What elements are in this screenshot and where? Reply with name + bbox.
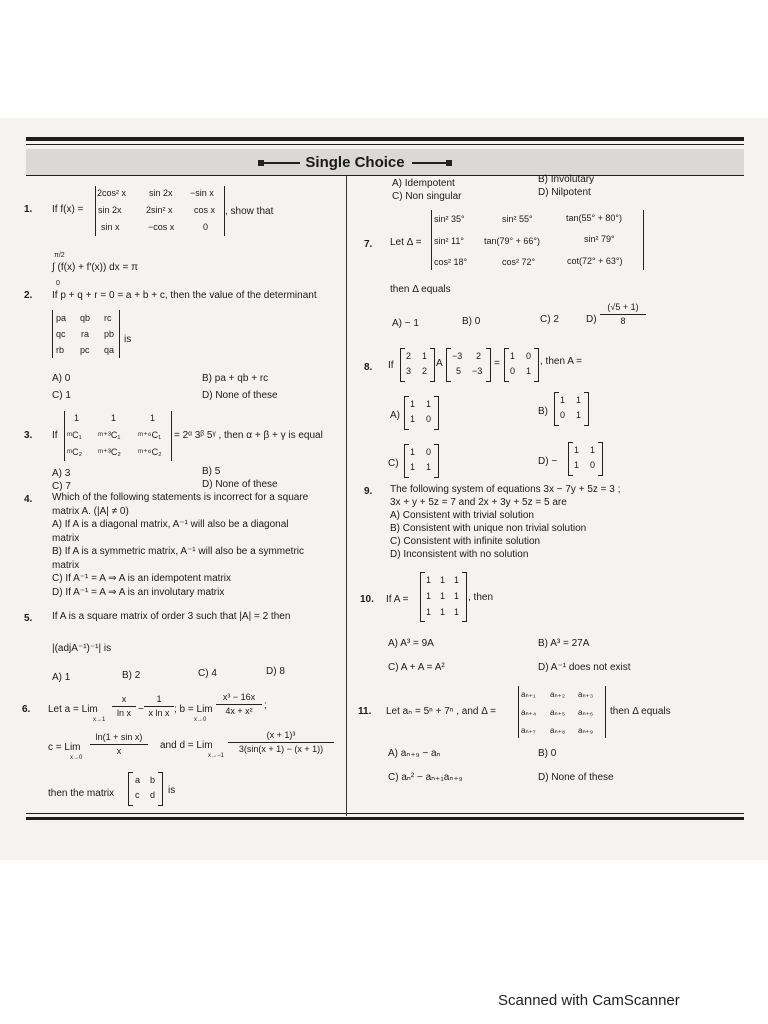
q8-cell: 1	[560, 395, 566, 405]
q8-option-a[interactable]: A)	[390, 410, 400, 421]
q7-number: 7.	[364, 239, 373, 250]
q11-cell: aₙ₊₁	[521, 690, 536, 699]
q6-and-d: and d = Lim	[160, 740, 213, 751]
q10-option-b[interactable]: B) A³ = 27A	[538, 638, 590, 649]
top-rule-thick	[26, 137, 744, 141]
q5-option-a[interactable]: A) 1	[52, 672, 71, 683]
q6-denominator: x ln x	[148, 708, 170, 718]
q10-number: 10.	[360, 594, 374, 605]
q8-b-bracket-right	[584, 392, 589, 426]
q8-m1-bracket-right	[430, 348, 435, 382]
q9-line: 3x + y + 5z = 7 and 2x + 3y + 5z = 5 are	[390, 497, 567, 508]
q8-cell: 1	[426, 399, 432, 409]
q4-number: 4.	[24, 494, 33, 505]
q6-then: then the matrix	[48, 788, 115, 799]
q4-option-d[interactable]: D) If A⁻¹ = A ⇒ A is an involutary matrix	[52, 587, 225, 598]
q7-cell: tan(55° + 80°)	[566, 213, 622, 223]
q6-lim-sub: x→0	[70, 755, 83, 761]
q4-option-c[interactable]: C) If A⁻¹ = A ⇒ A is an idempotent matrix	[52, 573, 232, 584]
q10-cell: 1	[426, 607, 432, 617]
q8-cell: 0	[590, 460, 596, 470]
q8-cell: 1	[590, 445, 596, 455]
header-line-right	[412, 162, 446, 164]
q10-cell: 1	[454, 591, 460, 601]
q8-cell: 1	[426, 462, 432, 472]
q6-cell: a	[135, 775, 141, 785]
q1-cell: 0	[203, 222, 209, 232]
q4-line: matrix	[52, 560, 80, 571]
fraction-bar	[600, 314, 646, 315]
q8-cell: 1	[410, 414, 416, 424]
q1-cell: cos x	[194, 205, 216, 215]
q6-is: is	[168, 785, 176, 796]
q3-option-d[interactable]: D) None of these	[202, 479, 278, 490]
q6-cell: b	[150, 775, 156, 785]
q2-cell: ra	[81, 329, 90, 339]
q8-m3-bracket-right	[534, 348, 539, 382]
q11-then: then Δ equals	[610, 706, 671, 717]
q2-cell: qb	[80, 313, 91, 323]
q6-numerator: x³ − 16x	[222, 692, 256, 702]
q8-cell: 1	[574, 445, 580, 455]
q9-option-b[interactable]: B) Consistent with unique non trivial solution	[390, 523, 587, 534]
q10-cell: 1	[426, 575, 432, 585]
q7-option-b[interactable]: B) 0	[462, 316, 481, 327]
q8-cell: 1	[510, 351, 516, 361]
q10-then: , then	[468, 592, 494, 603]
q11-cell: aₙ₊₅	[550, 708, 566, 717]
q7-cell: sin² 11°	[434, 236, 464, 246]
q1-prefix: If f(x) =	[52, 204, 84, 215]
q6-lim-sub: x→−1	[208, 753, 224, 759]
q2-cell: qc	[56, 329, 66, 339]
q6-cell: d	[150, 790, 156, 800]
q10-cell: 1	[440, 607, 446, 617]
q6-minus: −	[138, 704, 144, 715]
q5-number: 5.	[24, 613, 33, 624]
q8-cell: 2	[406, 351, 412, 361]
q10-bracket-right	[462, 572, 467, 622]
q4-option-a[interactable]: A) If A is a diagonal matrix, A⁻¹ will also be a diagonal	[52, 519, 289, 530]
q11-cell: aₙ₊₇	[521, 726, 536, 735]
q4-line: Which of the following statements is incorrect for a square	[52, 492, 309, 503]
q6-fraction-1	[112, 694, 136, 719]
q7-numerator: (√5 + 1)	[607, 302, 639, 312]
q11-option-a[interactable]: A) aₙ₊₉ − aₙ	[388, 748, 441, 759]
q2-cell: rb	[56, 345, 65, 355]
q6-option-b[interactable]: B) Involutary	[538, 174, 595, 185]
q8-m2-bracket-left	[446, 348, 451, 382]
fraction-bar	[228, 742, 334, 743]
q1-cell: 2sin² x	[146, 205, 173, 215]
q6-let-a: Let a = Lim	[48, 704, 98, 715]
q6-denominator: 3(sin(x + 1) − (x + 1))	[238, 744, 324, 754]
q3-cell: ᵐC₂	[67, 447, 83, 457]
q1-cell: 2cos² x	[97, 188, 127, 198]
q8-cell: 0	[560, 410, 566, 420]
q8-cell: 3	[406, 366, 412, 376]
q8-m3-bracket-left	[504, 348, 509, 382]
q8-option-b[interactable]: B)	[538, 406, 548, 417]
q5-option-d[interactable]: D) 8	[266, 666, 285, 677]
q9-option-a[interactable]: A) Consistent with trivial solution	[390, 510, 534, 521]
q6-b-eq: ; b = Lim	[174, 704, 213, 715]
q8-cell: 1	[574, 460, 580, 470]
q8-cell: 0	[510, 366, 516, 376]
q8-cell: −3	[472, 366, 483, 376]
q7-option-c[interactable]: C) 2	[540, 314, 559, 325]
q7-cell: cos² 72°	[502, 257, 536, 267]
q6-option-d[interactable]: D) Nilpotent	[538, 187, 591, 198]
q8-option-d[interactable]: D) −	[538, 456, 558, 467]
q1-cell: −cos x	[148, 222, 175, 232]
q10-option-c[interactable]: C) A + A = A²	[388, 662, 445, 673]
q8-cell: 1	[526, 366, 532, 376]
q8-m2-bracket-right	[486, 348, 491, 382]
q6-denominator: ln x	[116, 708, 131, 718]
fraction-bar	[112, 706, 136, 707]
column-divider	[346, 176, 347, 816]
bottom-rule-thin	[26, 813, 744, 814]
q3-number: 3.	[24, 430, 33, 441]
q11-cell: aₙ₊₄	[521, 708, 537, 717]
header-line-left	[264, 162, 300, 164]
q7-option-a[interactable]: A) − 1	[392, 318, 419, 329]
q6-fraction-5	[228, 730, 334, 755]
q1-cell: sin 2x	[149, 188, 173, 198]
q8-cell: 1	[410, 447, 416, 457]
q2-cell: pc	[80, 345, 90, 355]
q10-prefix: If A =	[386, 594, 409, 605]
q9-option-d[interactable]: D) Inconsistent with no solution	[390, 549, 529, 560]
q1-cell: −sin x	[190, 188, 214, 198]
q3-cell: 1	[111, 413, 117, 423]
q8-cell: 2	[476, 351, 482, 361]
q10-cell: 1	[426, 591, 432, 601]
q8-then: , then A =	[540, 356, 582, 367]
q2-option-d[interactable]: D) None of these	[202, 390, 278, 401]
header-dot-right	[446, 160, 452, 166]
q7-cell: sin² 79°	[584, 234, 615, 244]
q7-cell: cos² 18°	[434, 257, 468, 267]
q1-integral: ∫ (f(x) + f′(x)) dx = π	[52, 262, 138, 273]
q2-cell: qa	[104, 345, 115, 355]
q6-numerator: (x + 1)³	[266, 730, 296, 740]
q8-a-bracket-left	[404, 396, 409, 430]
q8-d-bracket-left	[568, 442, 573, 476]
camscanner-watermark: Scanned with CamScanner	[498, 992, 680, 1009]
q8-option-c[interactable]: C)	[388, 458, 399, 469]
q2-text: If p + q + r = 0 = a + b + c, then the value of the determinant	[52, 290, 317, 301]
q6-number: 6.	[22, 704, 31, 715]
q8-d-bracket-right	[598, 442, 603, 476]
q3-cell: ᵐ⁺³C₂	[98, 447, 121, 457]
q6-denominator: 4x + x²	[225, 706, 253, 716]
q11-cell: aₙ₊₉	[578, 726, 594, 735]
q1-cell: sin x	[101, 222, 120, 232]
q5-text: If A is a square matrix of order 3 such that |A| = 2 then	[52, 611, 291, 622]
q1-upper-limit: π/2	[54, 252, 65, 259]
q8-cell: −3	[452, 351, 463, 361]
q3-cell: 1	[150, 413, 156, 423]
q6-bracket-left	[128, 772, 133, 806]
fraction-bar	[90, 744, 148, 745]
q10-cell: 1	[454, 607, 460, 617]
q6-denominator: x	[116, 746, 122, 756]
top-rule-thin	[26, 144, 744, 145]
bottom-rule-thick	[26, 817, 744, 820]
q11-option-d[interactable]: D) None of these	[538, 772, 614, 783]
q8-equals: =	[494, 358, 500, 369]
q2-cell: pb	[104, 329, 115, 339]
q9-line: The following system of equations 3x − 7y + 5z = 3 ;	[390, 484, 621, 495]
q6-c-eq: c = Lim	[48, 742, 81, 753]
q6-fraction-3	[216, 692, 262, 717]
q8-cell: 1	[410, 462, 416, 472]
q7-option-d-fraction	[600, 302, 646, 327]
q3-cell: ᵐ⁺³C₁	[98, 430, 121, 440]
q8-number: 8.	[364, 362, 373, 373]
q5-expression: |(adjA⁻¹)⁻¹| is	[52, 643, 112, 654]
q9-option-c[interactable]: C) Consistent with infinite solution	[390, 536, 541, 547]
q11-cell: aₙ₊₆	[578, 708, 594, 717]
q3-cell: ᵐC₁	[67, 430, 82, 440]
q7-prefix: Let Δ =	[390, 237, 422, 248]
q10-cell: 1	[440, 591, 446, 601]
q6-numerator: ln(1 + sin x)	[95, 732, 143, 742]
q7-cell: sin² 35°	[434, 214, 465, 224]
q3-cell: ᵐ⁺⁶C₂	[138, 447, 162, 457]
q8-cell: 0	[526, 351, 532, 361]
q3-option-a[interactable]: A) 3	[52, 468, 71, 479]
q8-cell: 2	[422, 366, 428, 376]
fraction-bar	[216, 704, 262, 705]
q10-bracket-left	[420, 572, 425, 622]
q8-b-bracket-left	[554, 392, 559, 426]
q11-cell: aₙ₊₈	[550, 726, 566, 735]
q4-line: matrix A. (|A| ≠ 0)	[52, 506, 129, 517]
q3-option-c[interactable]: C) 7	[52, 481, 71, 492]
q1-cell: sin 2x	[98, 205, 122, 215]
q8-c-bracket-right	[434, 444, 439, 478]
q8-cell: 0	[426, 414, 432, 424]
q8-c-bracket-left	[404, 444, 409, 478]
q4-line: matrix	[52, 533, 80, 544]
q4-option-b[interactable]: B) If A is a symmetric matrix, A⁻¹ will also be a symmetric	[52, 546, 304, 557]
q11-cell: aₙ₊₂	[550, 690, 565, 699]
q2-number: 2.	[24, 290, 33, 301]
q10-option-d[interactable]: D) A⁻¹ does not exist	[538, 662, 631, 673]
q7-then: then Δ equals	[390, 284, 451, 295]
q8-m1-bracket-left	[400, 348, 405, 382]
q6-option-c[interactable]: C) Non singular	[392, 191, 462, 202]
q7-denominator: 8	[620, 316, 626, 326]
q5-option-c[interactable]: C) 4	[198, 668, 217, 679]
q3-cell: 1	[74, 413, 80, 423]
q6-lim-sub: x→0	[194, 717, 207, 723]
q1-lower-limit: 0	[56, 280, 60, 287]
band-bottom-rule	[26, 175, 744, 176]
section-title: Single Choice	[305, 154, 405, 171]
q6-numerator: x	[121, 694, 127, 704]
q8-if: If	[388, 360, 394, 371]
q2-option-a[interactable]: A) 0	[52, 373, 71, 384]
q2-option-b[interactable]: B) pa + qb + rc	[202, 373, 269, 384]
q6-bracket-right	[158, 772, 163, 806]
q11-prefix: Let aₙ = 5ⁿ + 7ⁿ , and Δ =	[386, 706, 496, 717]
q3-prefix: If	[52, 430, 58, 441]
q7-cell: cot(72° + 63°)	[567, 256, 623, 266]
q8-cell: 1	[576, 410, 582, 420]
q9-number: 9.	[364, 486, 373, 497]
q6-fraction-4	[90, 732, 148, 757]
q6-option-a[interactable]: A) Idempotent	[392, 178, 455, 189]
q8-a-bracket-right	[434, 396, 439, 430]
q11-option-b[interactable]: B) 0	[538, 748, 557, 759]
q8-cell: 1	[576, 395, 582, 405]
q2-is: is	[124, 334, 132, 345]
fraction-bar	[144, 706, 174, 707]
q8-cell: 0	[426, 447, 432, 457]
q6-fraction-2	[144, 694, 174, 719]
q6-numerator: 1	[156, 694, 162, 704]
q11-option-c[interactable]: C) aₙ² − aₙ₊₁aₙ₊₉	[388, 772, 463, 783]
q6-lim-sub: x→1	[93, 717, 106, 723]
q1-number: 1.	[24, 204, 33, 215]
q7-cell: sin² 55°	[502, 214, 533, 224]
q6-cell: c	[135, 790, 140, 800]
q11-number: 11.	[358, 706, 372, 717]
q5-option-b[interactable]: B) 2	[122, 670, 141, 681]
q11-cell: aₙ₊₃	[578, 690, 594, 699]
q10-cell: 1	[440, 575, 446, 585]
q2-cell: rc	[104, 313, 112, 323]
q7-cell: tan(79° + 66°)	[484, 236, 540, 246]
q6-semicolon: ;	[264, 700, 267, 711]
q7-option-d[interactable]: D)	[586, 314, 597, 325]
q3-option-b[interactable]: B) 5	[202, 466, 221, 477]
q8-cell: 5	[456, 366, 462, 376]
q8-A: A	[436, 358, 443, 369]
q10-option-a[interactable]: A) A³ = 9A	[388, 638, 434, 649]
q3-cell: ᵐ⁺⁶C₁	[138, 430, 162, 440]
q2-option-c[interactable]: C) 1	[52, 390, 71, 401]
q1-suffix: , show that	[225, 206, 274, 217]
q10-cell: 1	[454, 575, 460, 585]
q2-cell: pa	[56, 313, 67, 323]
q8-cell: 1	[410, 399, 416, 409]
q8-cell: 1	[422, 351, 428, 361]
q3-suffix: = 2ᵅ 3ᵝ 5ᵞ , then α + β + γ is equal	[174, 430, 323, 441]
